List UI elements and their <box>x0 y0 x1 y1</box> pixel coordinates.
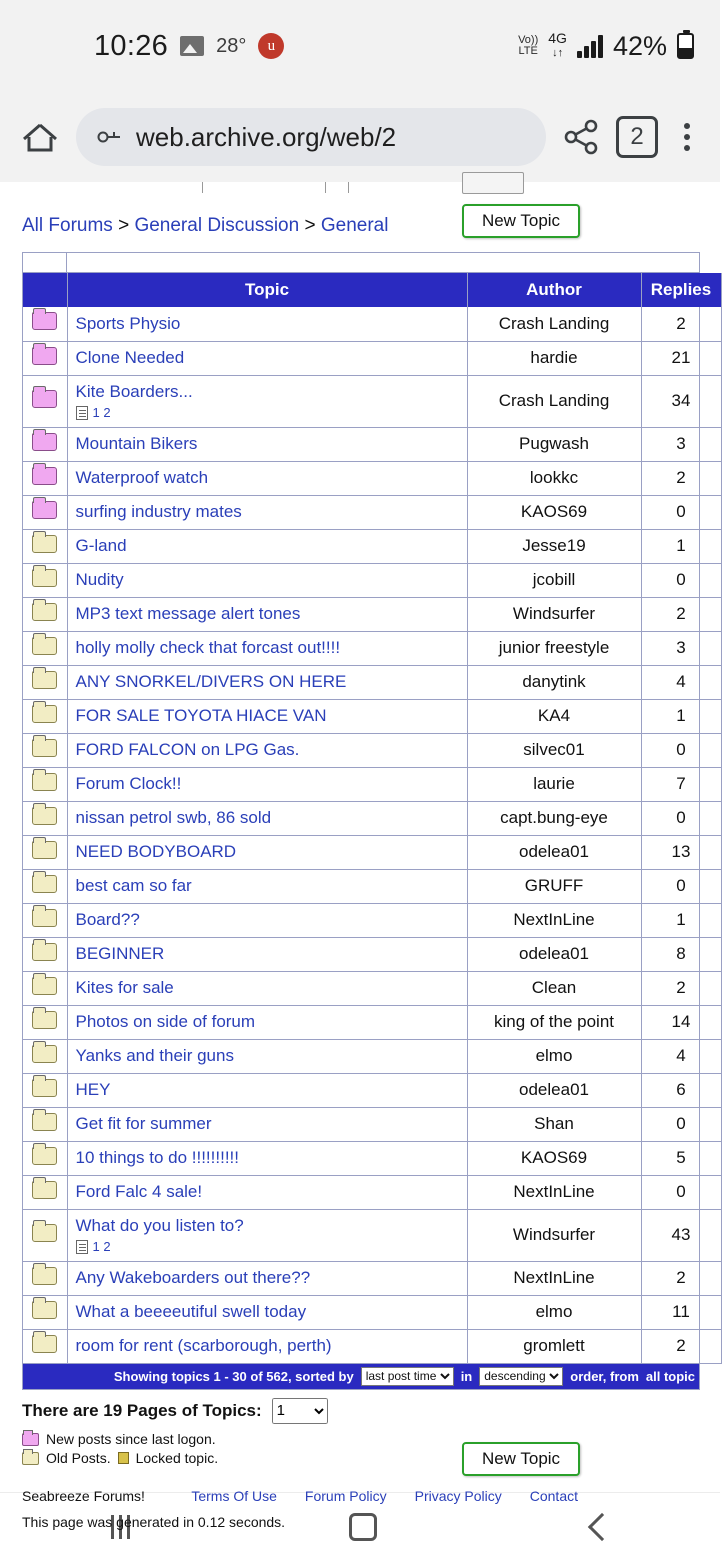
table-row <box>23 307 721 341</box>
sort-field-select[interactable] <box>361 1367 454 1386</box>
status-bar <box>0 0 720 92</box>
topic-cell <box>67 801 467 835</box>
table-row <box>23 375 721 427</box>
topic-cell <box>67 1175 467 1209</box>
old-posts-folder-icon <box>23 665 67 699</box>
network-type-icon: 4G ↓↑ <box>548 30 567 59</box>
topic-link[interactable]: Mountain Bikers <box>75 434 198 453</box>
home-icon[interactable] <box>18 115 62 159</box>
author-cell[interactable]: gromlett <box>467 1329 641 1363</box>
table-row <box>23 733 721 767</box>
table-row <box>23 495 721 529</box>
battery-icon <box>677 33 694 59</box>
author-cell[interactable]: silvec01 <box>467 733 641 767</box>
column-header-topic[interactable]: Topic <box>67 273 467 307</box>
replies-cell: 1 <box>641 529 721 563</box>
topic-link[interactable]: nissan petrol swb, 86 sold <box>75 808 272 827</box>
table-row <box>23 1175 721 1209</box>
old-posts-folder-icon <box>23 1295 67 1329</box>
replies-cell: 6 <box>641 1073 721 1107</box>
topic-link[interactable]: best cam so far <box>75 876 192 895</box>
table-row <box>23 971 721 1005</box>
replies-cell: 2 <box>641 1329 721 1363</box>
old-posts-folder-icon <box>23 563 67 597</box>
topic-link[interactable]: Nudity <box>75 570 124 589</box>
topic-cell <box>67 495 467 529</box>
new-topic-button-top[interactable]: New Topic <box>462 204 580 238</box>
table-row <box>23 1005 721 1039</box>
pages-row <box>0 1390 720 1424</box>
url-bar[interactable] <box>76 108 546 166</box>
topic-link[interactable]: What a beeeeutiful swell today <box>75 1302 307 1321</box>
web-page-content <box>0 182 720 1530</box>
author-cell[interactable]: capt.bung-eye <box>467 801 641 835</box>
old-posts-folder-icon <box>23 801 67 835</box>
topic-cell <box>67 1073 467 1107</box>
old-posts-folder-icon <box>23 1261 67 1295</box>
pages-label: There are 19 Pages of Topics: <box>22 1400 262 1420</box>
topic-cell <box>67 869 467 903</box>
author-cell[interactable]: odelea01 <box>467 835 641 869</box>
topic-link[interactable]: holly molly check that forcast out!!!! <box>75 638 341 657</box>
replies-cell: 0 <box>641 1107 721 1141</box>
topic-link[interactable]: BEGINNER <box>75 944 165 963</box>
column-header-author[interactable]: Author <box>467 273 641 307</box>
old-posts-folder-icon <box>22 1452 39 1465</box>
topic-link[interactable]: Sports Physio <box>75 313 181 333</box>
replies-cell: 8 <box>641 937 721 971</box>
replies-cell: 0 <box>641 869 721 903</box>
order-from-label: order, from <box>570 1368 639 1384</box>
old-posts-folder-icon <box>23 971 67 1005</box>
legend-old-posts <box>22 1449 698 1468</box>
table-row <box>23 529 721 563</box>
topics-table-body <box>23 307 721 1363</box>
status-bar-right <box>518 31 694 62</box>
author-cell[interactable]: odelea01 <box>467 1073 641 1107</box>
table-row <box>23 1261 721 1295</box>
topic-link[interactable]: FOR SALE TOYOTA HIACE VAN <box>75 706 327 725</box>
old-posts-folder-icon <box>23 1005 67 1039</box>
site-footer <box>22 1488 698 1504</box>
author-cell[interactable]: Windsurfer <box>467 1209 641 1261</box>
author-cell[interactable]: KAOS69 <box>467 495 641 529</box>
multipage-icon <box>76 406 88 420</box>
old-posts-folder-icon <box>23 1329 67 1363</box>
top-input-box[interactable] <box>462 172 524 194</box>
replies-cell: 1 <box>641 699 721 733</box>
author-cell[interactable]: junior freestyle <box>467 631 641 665</box>
author-cell[interactable]: Windsurfer <box>467 597 641 631</box>
topic-cell <box>67 767 467 801</box>
new-topic-button-bottom[interactable]: New Topic <box>462 1442 580 1476</box>
old-posts-folder-icon <box>23 1209 67 1261</box>
topic-cell <box>67 699 467 733</box>
topic-cell <box>67 529 467 563</box>
topic-link[interactable]: FORD FALCON on LPG Gas. <box>75 740 300 759</box>
topic-page-links <box>76 1239 459 1254</box>
topic-cell <box>67 341 467 375</box>
topic-link[interactable]: Waterproof watch <box>75 468 209 487</box>
author-cell[interactable]: Crash Landing <box>467 307 641 341</box>
tab-switcher-button[interactable]: 2 <box>616 116 658 158</box>
locked-topic-icon <box>118 1452 129 1464</box>
photo-icon <box>180 36 204 56</box>
table-row <box>23 563 721 597</box>
author-cell[interactable]: odelea01 <box>467 937 641 971</box>
topic-cell <box>67 1005 467 1039</box>
replies-cell: 2 <box>641 307 721 341</box>
new-posts-folder-icon <box>23 341 67 375</box>
author-cell[interactable]: Crash Landing <box>467 375 641 427</box>
table-row <box>23 903 721 937</box>
topic-cell <box>67 375 467 427</box>
replies-cell: 2 <box>641 461 721 495</box>
author-cell[interactable]: laurie <box>467 767 641 801</box>
table-footer-bar <box>22 1364 700 1390</box>
topic-link[interactable]: Forum Clock!! <box>75 774 182 793</box>
topic-link[interactable]: MP3 text message alert tones <box>75 604 301 623</box>
topic-cell <box>67 733 467 767</box>
multipage-icon <box>76 1240 88 1254</box>
replies-cell: 0 <box>641 801 721 835</box>
old-posts-folder-icon <box>23 1175 67 1209</box>
replies-cell: 4 <box>641 665 721 699</box>
topic-cell <box>67 1107 467 1141</box>
topic-cell <box>67 1329 467 1363</box>
replies-cell: 13 <box>641 835 721 869</box>
topic-link[interactable]: 10 things to do !!!!!!!!!! <box>75 1148 239 1167</box>
topic-cell <box>67 631 467 665</box>
url-text[interactable]: web.archive.org/web/2 <box>136 121 397 152</box>
table-row <box>23 461 721 495</box>
topic-cell <box>67 1141 467 1175</box>
breadcrumb <box>22 215 388 237</box>
legend-new-posts <box>22 1430 698 1449</box>
author-cell[interactable]: NextInLine <box>467 1261 641 1295</box>
topic-link[interactable]: Yanks and their guns <box>75 1046 234 1065</box>
topic-link[interactable]: G-land <box>75 536 127 555</box>
footer-links <box>191 1488 698 1504</box>
topic-link[interactable]: ANY SNORKEL/DIVERS ON HERE <box>75 672 347 691</box>
column-header-icon <box>23 273 67 307</box>
table-row <box>23 1073 721 1107</box>
topic-cell <box>67 1261 467 1295</box>
share-icon[interactable] <box>560 116 602 158</box>
table-row <box>23 341 721 375</box>
author-cell[interactable]: Clean <box>467 971 641 1005</box>
legend <box>0 1424 720 1468</box>
topic-cell <box>67 597 467 631</box>
replies-cell: 3 <box>641 631 721 665</box>
new-posts-folder-icon <box>23 461 67 495</box>
generation-time: This page was generated in 0.12 seconds. <box>22 1513 286 1530</box>
breadcrumb-general[interactable]: General <box>320 215 389 236</box>
topics-table-wrap <box>22 252 712 1364</box>
old-posts-folder-icon <box>23 699 67 733</box>
legend-new-label: New posts since last logon. <box>46 1430 216 1447</box>
author-cell[interactable]: Pugwash <box>467 427 641 461</box>
showing-topics-text: Showing topics 1 - 30 of 562, sorted by <box>113 1368 354 1384</box>
author-cell[interactable]: KA4 <box>467 699 641 733</box>
topic-link[interactable]: Kite Boarders... <box>75 382 193 401</box>
u-badge-icon: u <box>258 33 284 59</box>
new-posts-folder-icon <box>23 495 67 529</box>
table-row <box>23 665 721 699</box>
volte-icon: Vo)) LTE <box>518 34 539 57</box>
topic-link[interactable]: Kites for sale <box>75 978 174 997</box>
replies-cell: 2 <box>641 971 721 1005</box>
sort-direction-select[interactable] <box>479 1367 563 1386</box>
column-header-replies[interactable]: Replies <box>641 273 721 307</box>
author-cell[interactable]: jcobill <box>467 563 641 597</box>
replies-cell: 3 <box>641 427 721 461</box>
author-cell[interactable]: elmo <box>467 1295 641 1329</box>
author-cell[interactable]: hardie <box>467 341 641 375</box>
replies-cell: 2 <box>641 1261 721 1295</box>
replies-cell: 4 <box>641 1039 721 1073</box>
topic-link[interactable]: Get fit for summer <box>75 1114 212 1133</box>
topic-link[interactable]: Ford Falc 4 sale! <box>75 1182 203 1201</box>
new-posts-folder-icon <box>22 1433 39 1446</box>
author-cell[interactable]: danytink <box>467 665 641 699</box>
topic-cell <box>67 1295 467 1329</box>
author-cell[interactable]: lookkc <box>467 461 641 495</box>
table-row <box>23 597 721 631</box>
old-posts-folder-icon <box>23 1141 67 1175</box>
replies-cell: 43 <box>641 1209 721 1261</box>
topic-cell <box>67 563 467 597</box>
author-cell[interactable]: elmo <box>467 1039 641 1073</box>
old-posts-folder-icon <box>23 1039 67 1073</box>
new-posts-folder-icon <box>23 375 67 427</box>
footer-link-forum-policy[interactable]: Forum Policy <box>304 1487 387 1504</box>
topic-link[interactable]: Photos on side of forum <box>75 1012 256 1031</box>
author-cell[interactable]: GRUFF <box>467 869 641 903</box>
legend-locked-label: Locked topic. <box>135 1449 219 1466</box>
table-row <box>23 767 721 801</box>
new-posts-folder-icon <box>23 307 67 341</box>
topic-link[interactable]: Clone Needed <box>75 348 185 367</box>
topic-link[interactable]: What do you listen to? <box>75 1216 244 1235</box>
topic-cell <box>67 1209 467 1261</box>
topic-cell <box>67 903 467 937</box>
topics-table <box>23 273 722 1364</box>
battery-percent: 42% <box>612 30 667 61</box>
table-row <box>23 1039 721 1073</box>
topic-link[interactable]: Any Wakeboarders out there?? <box>75 1268 311 1287</box>
in-label: in <box>460 1368 473 1384</box>
footer-link-privacy[interactable]: Privacy Policy <box>414 1487 502 1504</box>
replies-cell: 0 <box>641 733 721 767</box>
old-posts-folder-icon <box>23 529 67 563</box>
topic-cell <box>67 427 467 461</box>
author-cell[interactable]: NextInLine <box>467 1175 641 1209</box>
table-row <box>23 631 721 665</box>
footer-link-contact[interactable]: Contact <box>529 1487 578 1504</box>
topic-page-numbers[interactable]: 1 2 <box>92 405 111 420</box>
topic-cell <box>67 937 467 971</box>
table-row <box>23 699 721 733</box>
topic-page-numbers[interactable]: 1 2 <box>92 1239 111 1254</box>
topic-cell <box>67 461 467 495</box>
old-posts-folder-icon <box>23 869 67 903</box>
old-posts-folder-icon <box>23 1107 67 1141</box>
old-posts-folder-icon <box>23 597 67 631</box>
topic-cell <box>67 835 467 869</box>
breadcrumb-all-forums[interactable]: All Forums <box>22 215 113 236</box>
table-header-row <box>23 273 721 307</box>
table-row <box>23 1329 721 1363</box>
topic-link[interactable]: NEED BODYBOARD <box>75 842 237 861</box>
topic-cell <box>67 971 467 1005</box>
breadcrumb-row <box>0 196 720 252</box>
old-posts-folder-icon <box>23 1073 67 1107</box>
table-row <box>23 801 721 835</box>
table-row <box>23 1295 721 1329</box>
author-cell[interactable]: NextInLine <box>467 903 641 937</box>
weather-temperature: 28° <box>216 34 247 57</box>
topic-range-label: all topic <box>645 1368 695 1384</box>
topic-page-links <box>76 405 459 420</box>
replies-cell: 7 <box>641 767 721 801</box>
old-posts-folder-icon <box>23 631 67 665</box>
replies-cell: 0 <box>641 563 721 597</box>
topic-link[interactable]: HEY <box>75 1080 111 1099</box>
legend-block <box>0 1424 720 1478</box>
table-pre-header <box>23 253 699 273</box>
table-row <box>23 1141 721 1175</box>
status-bar-left <box>94 30 284 63</box>
breadcrumb-general-discussion[interactable]: General Discussion <box>134 215 300 236</box>
replies-cell: 1 <box>641 903 721 937</box>
topic-link[interactable]: surfing industry mates <box>75 502 242 521</box>
breadcrumb-sep-1: > <box>112 215 135 236</box>
table-row <box>23 1107 721 1141</box>
replies-cell: 14 <box>641 1005 721 1039</box>
replies-cell: 0 <box>641 495 721 529</box>
status-clock: 10:26 <box>94 29 169 62</box>
footer-link-terms[interactable]: Terms Of Use <box>191 1487 277 1504</box>
old-posts-folder-icon <box>23 835 67 869</box>
site-brand: Seabreeze Forums! <box>22 1487 145 1504</box>
overflow-menu-icon[interactable] <box>672 116 702 158</box>
topic-cell <box>67 665 467 699</box>
legend-old-label: Old Posts. <box>46 1449 111 1466</box>
author-cell[interactable]: king of the point <box>467 1005 641 1039</box>
author-cell[interactable]: Jesse19 <box>467 529 641 563</box>
browser-toolbar <box>0 92 720 182</box>
new-posts-folder-icon <box>23 427 67 461</box>
signal-bars-icon <box>577 34 603 58</box>
old-posts-folder-icon <box>23 903 67 937</box>
breadcrumb-sep-2: > <box>299 215 321 236</box>
site-info-lock-icon[interactable] <box>96 126 122 148</box>
table-row <box>23 427 721 461</box>
page-top-strip <box>0 182 720 196</box>
old-posts-folder-icon <box>23 767 67 801</box>
topic-link[interactable]: room for rent (scarborough, perth) <box>75 1336 332 1355</box>
table-row <box>23 835 721 869</box>
topic-link[interactable]: Board?? <box>75 910 140 929</box>
topic-cell <box>67 307 467 341</box>
author-cell[interactable]: KAOS69 <box>467 1141 641 1175</box>
table-row <box>23 1209 721 1261</box>
table-row <box>23 937 721 971</box>
replies-cell: 34 <box>641 375 721 427</box>
replies-cell: 5 <box>641 1141 721 1175</box>
replies-cell: 11 <box>641 1295 721 1329</box>
replies-cell: 21 <box>641 341 721 375</box>
old-posts-folder-icon <box>23 733 67 767</box>
page-select[interactable] <box>272 1398 328 1424</box>
old-posts-folder-icon <box>23 937 67 971</box>
replies-cell: 2 <box>641 597 721 631</box>
replies-cell: 0 <box>641 1175 721 1209</box>
topic-cell <box>67 1039 467 1073</box>
table-row <box>23 869 721 903</box>
author-cell[interactable]: Shan <box>467 1107 641 1141</box>
